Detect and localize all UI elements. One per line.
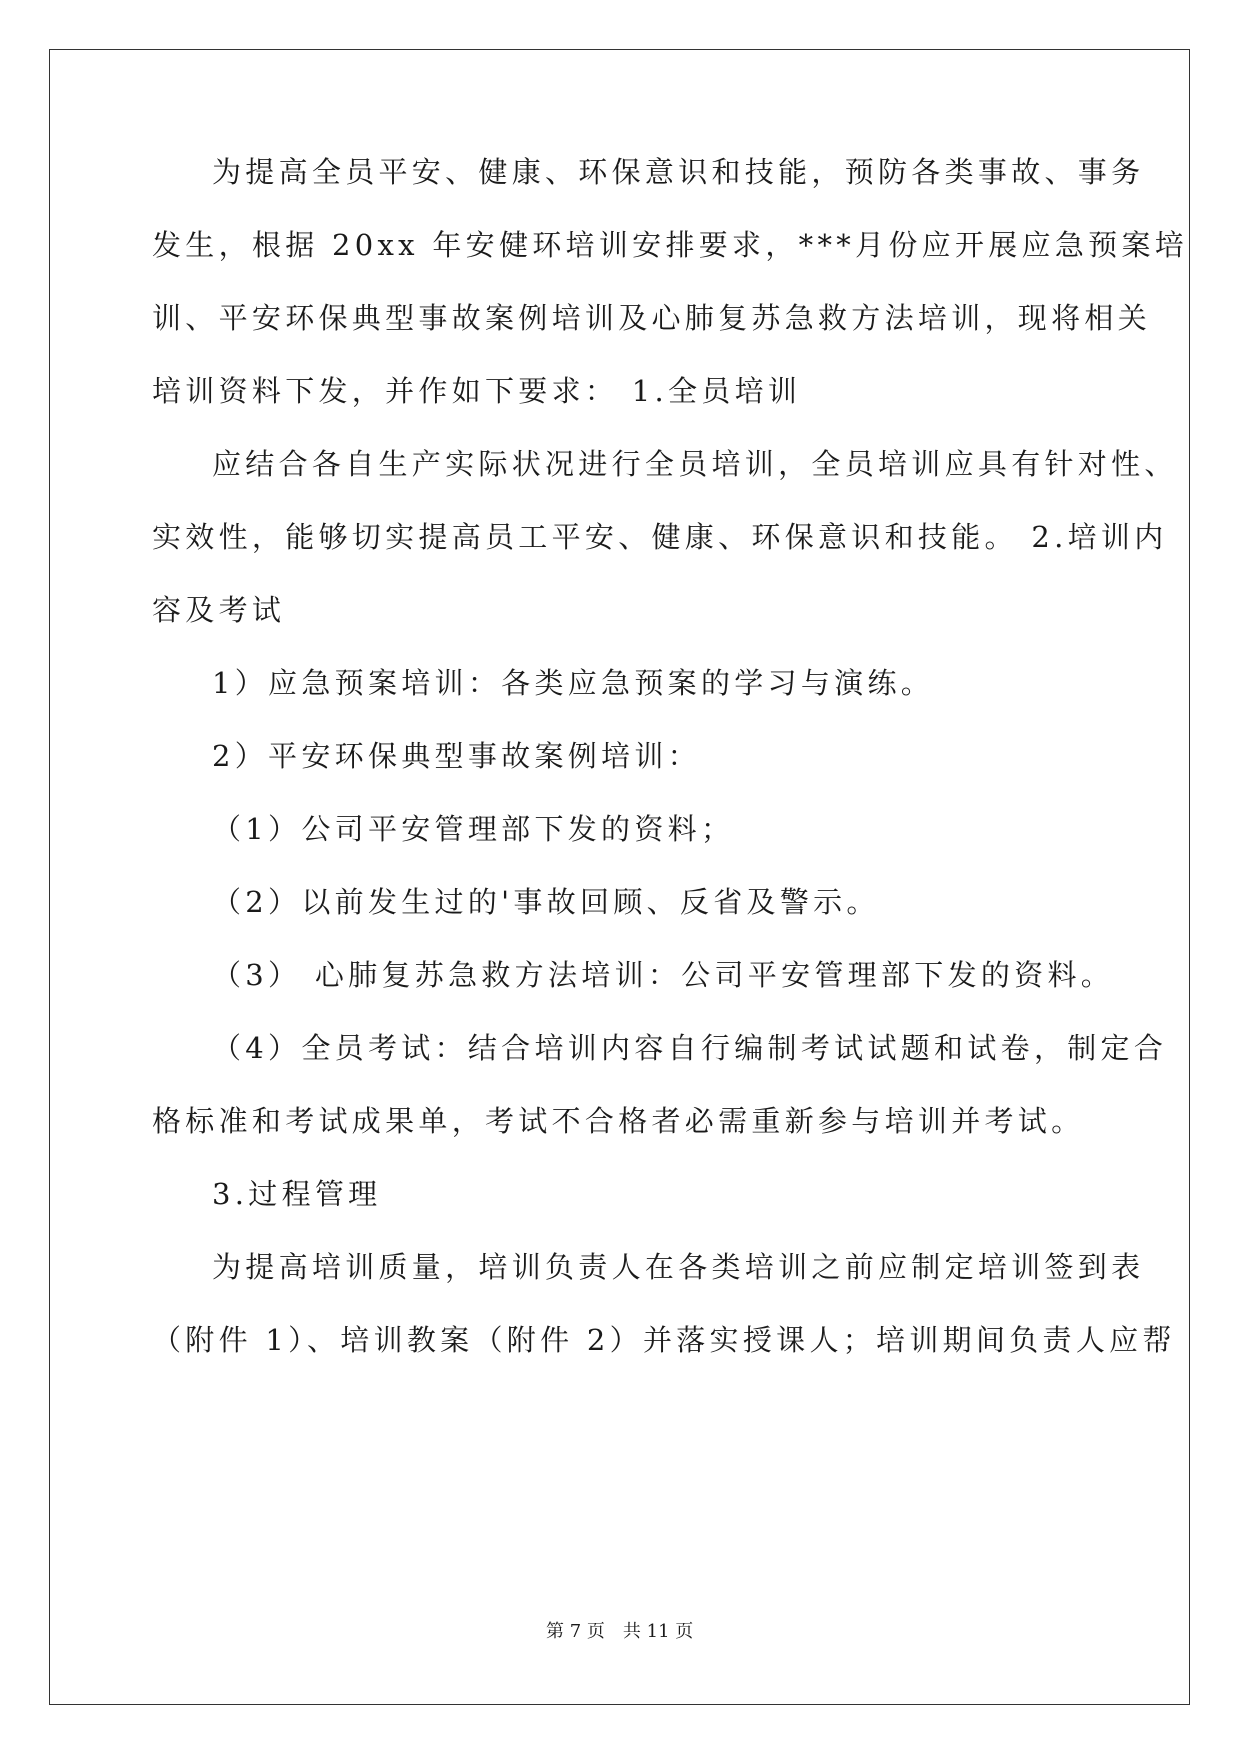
- text-line: （附件 1）、培训教案（附件 2）并落实授课人；培训期间负责人应帮: [152, 1323, 1176, 1357]
- page-number: 第 7 页 共 11 页: [546, 1621, 694, 1642]
- text-line: 应结合各自生产实际状况进行全员培训，全员培训应具有针对性、: [212, 447, 1178, 481]
- text-line: 为提高培训质量，培训负责人在各类培训之前应制定培训签到表: [212, 1250, 1145, 1284]
- text-line: （4）全员考试：结合培训内容自行编制考试试题和试卷，制定合: [212, 1031, 1168, 1065]
- text-line: （2）以前发生过的'事故回顾、反省及警示。: [212, 885, 880, 919]
- text-line: 发生，根据 20xx 年安健环培训安排要求，***月份应开展应急预案培: [152, 228, 1189, 262]
- text-line: 容及考试: [152, 593, 286, 627]
- text-line: （3） 心肺复苏急救方法培训：公司平安管理部下发的资料。: [212, 958, 1115, 992]
- text-line: 训、平安环保典型事故案例培训及心肺复苏急救方法培训，现将相关: [152, 301, 1152, 335]
- text-line: 1）应急预案培训：各类应急预案的学习与演练。: [212, 666, 935, 700]
- text-line: （1）公司平安管理部下发的资料；: [212, 812, 735, 846]
- text-line: 格标准和考试成果单，考试不合格者必需重新参与培训并考试。: [152, 1104, 1085, 1138]
- text-line: 为提高全员平安、健康、环保意识和技能，预防各类事故、事务: [212, 155, 1145, 189]
- text-line: 2）平安环保典型事故案例培训：: [212, 739, 701, 773]
- text-line: 3.过程管理: [212, 1177, 382, 1211]
- text-line: 培训资料下发，并作如下要求： 1.全员培训: [152, 374, 802, 408]
- text-line: 实效性，能够切实提高员工平安、健康、环保意识和技能。 2.培训内: [152, 520, 1168, 554]
